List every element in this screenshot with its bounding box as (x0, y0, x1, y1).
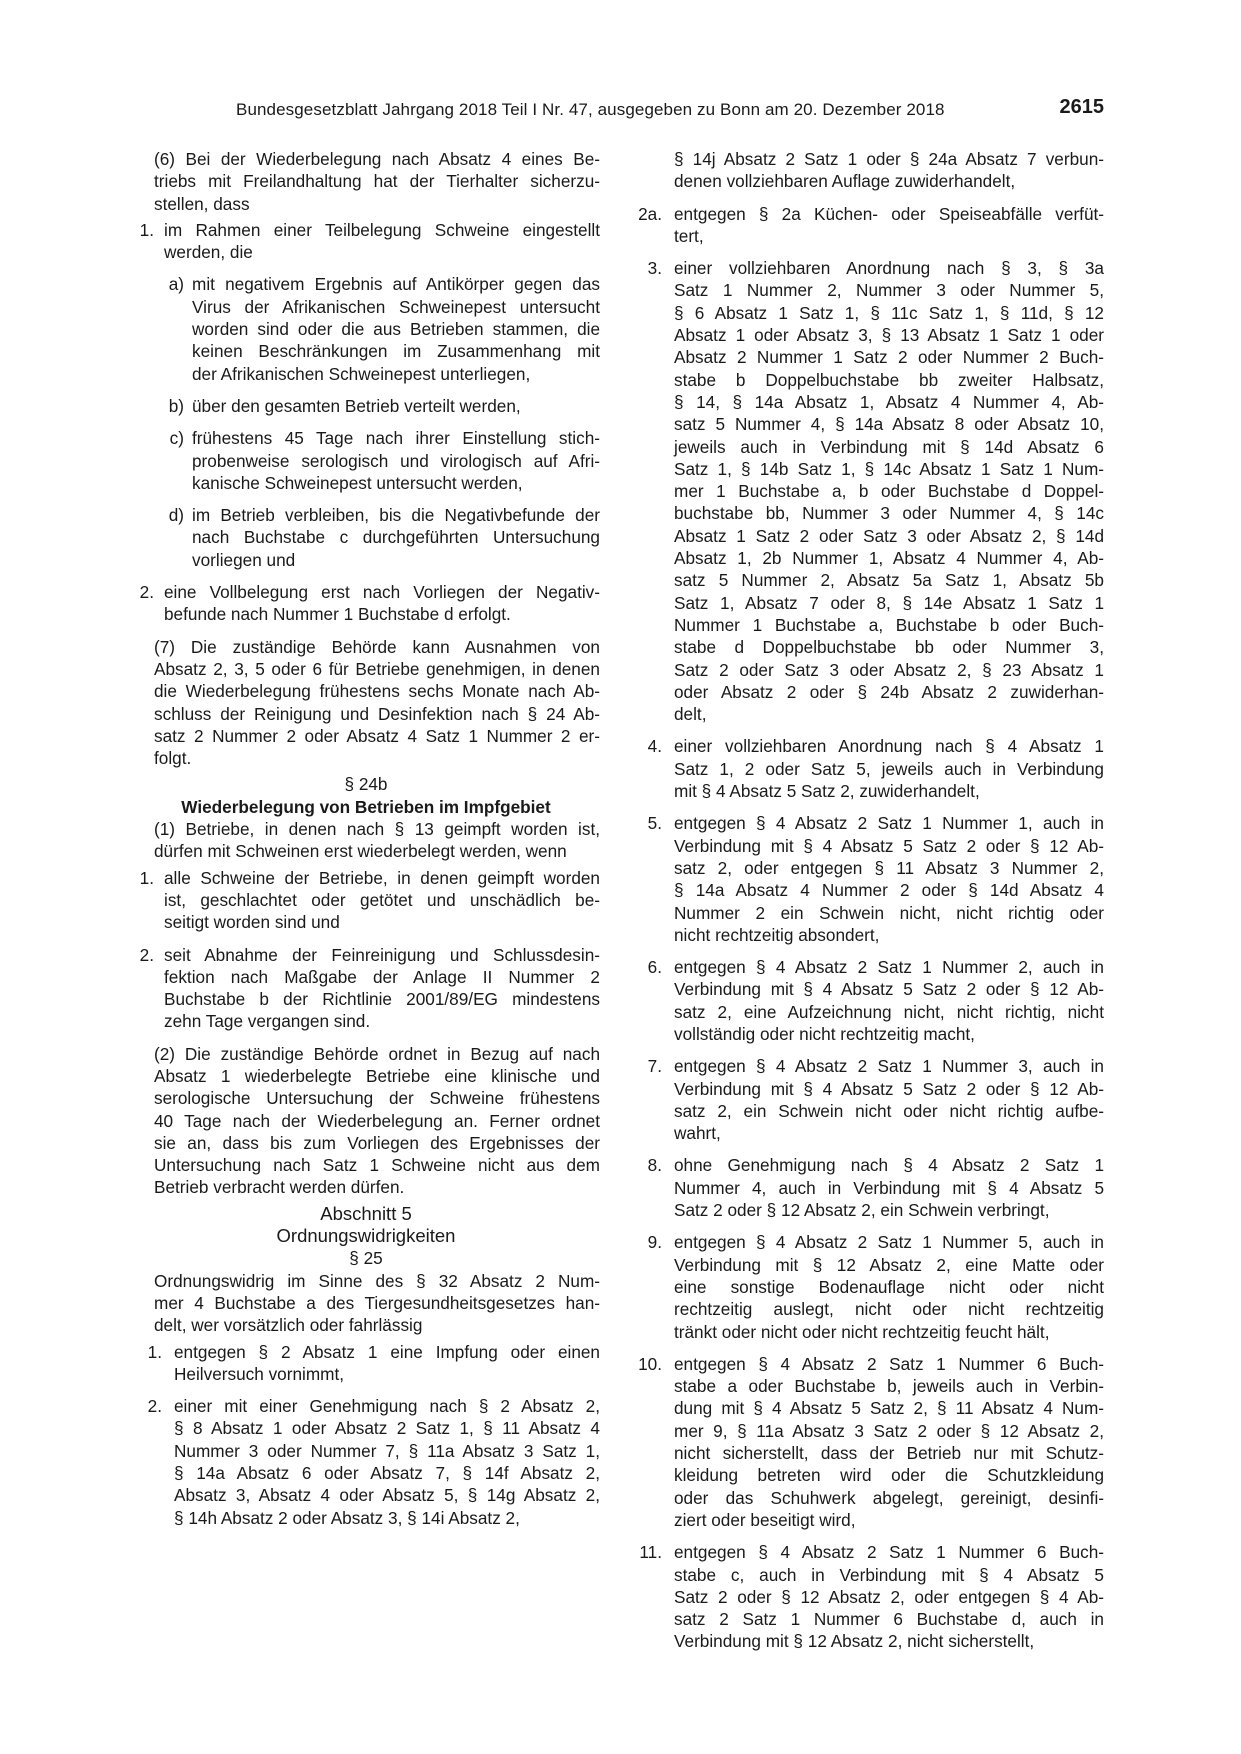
text-line: delt, wer vorsätzlich oder fahrlässig (154, 1315, 423, 1336)
list-item (632, 1055, 1104, 1144)
paragraph-6-list (132, 219, 600, 626)
list-item (632, 203, 1104, 248)
text-line: tränkt oder nicht oder nicht rechtzeitig feucht hält, (674, 1321, 1050, 1342)
text-line: entgegen § 2a Küchen- oder Speiseabfälle verfüt- (674, 203, 1104, 224)
text-line: § 14a Absatz 6 oder Absatz 7, § 14f Absatz 2, (174, 1463, 600, 1484)
item-number: 7. (647, 1056, 662, 1077)
item-text (674, 148, 1104, 193)
list-item (132, 1395, 600, 1529)
text-line: Verbindung mit § 4 Absatz 5 Satz 2 oder § 12 Ab- (674, 1078, 1104, 1099)
text-line: Satz 2 oder Satz 3 oder Absatz 2, § 23 Absatz 1 (674, 659, 1104, 680)
text-line: (6) Bei der Wiederbelegung nach Absatz 4 eines Be- (154, 149, 600, 169)
text-line: entgegen § 4 Absatz 2 Satz 1 Nummer 5, auch in (674, 1232, 1104, 1253)
text-line: Absatz 2 Nummer 1 Satz 2 oder Nummer 2 Buch- (674, 347, 1104, 368)
text-line: satz 2 Nummer 2 oder Absatz 4 Satz 1 Nummer 2 er- (154, 725, 600, 746)
text-line: jeweils auch in Verbindung mit § 14d Absatz 6 (674, 436, 1104, 457)
text-line: sie an, dass bis zum Vorliegen des Ergebnisses der (154, 1132, 600, 1153)
paragraph-7 (132, 636, 600, 770)
text-line: satz 2, oder entgegen § 11 Absatz 3 Nummer 2, (674, 857, 1104, 878)
text-line: Heilversuch vornimmt, (174, 1363, 345, 1384)
item-number: 10. (638, 1353, 662, 1374)
item-text (164, 867, 600, 934)
sub-list-item (164, 395, 600, 417)
item-number: 1. (147, 1341, 162, 1362)
text-line: Ordnungswidrig im Sinne des § 32 Absatz 2 Num- (154, 1270, 600, 1291)
item-text (164, 944, 600, 1033)
text-line: entgegen § 4 Absatz 2 Satz 1 Nummer 6 Buch- (674, 1353, 1104, 1374)
text-line: seit Abnahme der Feinreinigung und Schlussdesin- (164, 944, 600, 965)
list-item (132, 867, 600, 934)
text-line: dürfen mit Schweinen erst wiederbelegt werden, wenn (154, 841, 567, 862)
text-line: 40 Tage nach der Wiederbelegung an. Ferner ordnet (154, 1110, 600, 1131)
list-item (632, 735, 1104, 802)
text-line: Nummer 4, auch in Verbindung mit § 4 Absatz 5 (674, 1177, 1104, 1198)
item-text (674, 735, 1104, 802)
item-number: 8. (647, 1155, 662, 1176)
text-line: vorliegen und (192, 549, 296, 570)
item-number: 9. (647, 1232, 662, 1253)
list-item (632, 956, 1104, 1045)
text-line: eine Vollbelegung erst nach Vorliegen der Negativ- (164, 582, 600, 603)
text-line: rechtzeitig auslegt, nicht oder nicht rechtzeitig (674, 1299, 1104, 1320)
section-25-list (132, 1341, 600, 1529)
text-line: mer 9, § 11a Absatz 3 Satz 2 oder § 12 Absatz 2, (674, 1420, 1104, 1441)
text-line: frühestens 45 Tage nach ihrer Einstellung stich- (192, 428, 600, 449)
item-text (192, 395, 600, 417)
page-number: 2615 (1059, 96, 1104, 118)
item-number: 2. (139, 944, 154, 965)
text-line: satz 5 Nummer 4, § 14a Absatz 8 oder Absatz 10, (674, 414, 1104, 435)
text-line: Satz 1, § 14b Satz 1, § 14c Absatz 1 Satz 1 Num- (674, 458, 1104, 479)
text-line: (1) Betriebe, in denen nach § 13 geimpft worden ist, (154, 819, 600, 840)
chapter-title: Ordnungswidrigkeiten (276, 1225, 456, 1247)
item-text (164, 581, 600, 626)
text-line: im Betrieb verbleiben, bis die Negativbefunde der (192, 505, 600, 526)
text-line: die Wiederbelegung frühestens sechs Monate nach Ab- (154, 681, 600, 702)
item-text (674, 1154, 1104, 1221)
text-line: Verbindung mit § 12 Absatz 2, eine Matte oder (674, 1254, 1104, 1275)
text-line: über den gesamten Betrieb verteilt werden, (192, 395, 521, 416)
text-line: satz 2, eine Aufzeichnung nicht, nicht richtig, nicht (674, 1001, 1104, 1022)
text-line: kanische Schweinepest untersucht werden, (192, 472, 523, 493)
text-line: mer 1 Buchstabe a, b oder Buchstabe d Doppel- (674, 481, 1104, 502)
text-line: schluss der Reinigung und Desinfektion nach § 24 Ab- (154, 703, 600, 724)
item-number: 1. (139, 867, 154, 888)
text-line: § 14h Absatz 2 oder Absatz 3, § 14i Absatz 2, (174, 1507, 520, 1528)
text-line: stabe c, auch in Verbindung mit § 4 Absatz 5 (674, 1564, 1104, 1585)
text-line: einer mit einer Genehmigung nach § 2 Absatz 2, (174, 1396, 600, 1417)
list-item (632, 1231, 1104, 1342)
item-number: 4. (647, 736, 662, 757)
text-line: Absatz 1 oder Absatz 3, § 13 Absatz 1 Satz 1 oder (674, 325, 1104, 346)
list-item (632, 257, 1104, 725)
text-line: folgt. (154, 748, 192, 769)
list-item (132, 581, 600, 626)
item-text (192, 427, 600, 494)
text-line: worden sind oder die aus Betrieben stammen, die (192, 319, 600, 340)
text-line: § 8 Absatz 1 oder Absatz 2 Satz 1, § 11 Absatz 4 (174, 1418, 600, 1439)
text-line: satz 5 Nummer 2, Absatz 5a Satz 1, Absatz 5b (674, 570, 1104, 591)
text-line: probenweise serologisch und virologisch auf Afri- (192, 450, 600, 471)
item-text (674, 257, 1104, 725)
sub-list-item (164, 273, 600, 384)
list-item (632, 1541, 1104, 1652)
text-line: Absatz 3, Absatz 4 oder Absatz 5, § 14g Absatz 2, (174, 1485, 600, 1506)
sub-list-item (164, 504, 600, 571)
text-line: mit § 4 Absatz 5 Satz 2, zuwiderhandelt, (674, 781, 980, 802)
text-line: nach Buchstabe c durchgeführten Untersuchung (192, 527, 600, 548)
text-line: satz 2, ein Schwein nicht oder nicht richtig aufbe- (674, 1100, 1104, 1121)
text-line: im Rahmen einer Teilbelegung Schweine eingestellt (164, 219, 600, 240)
text-line: fektion nach Maßgabe der Anlage II Nummer 2 (164, 966, 600, 987)
text-line: Satz 1, 2 oder Satz 5, jeweils auch in Verbindung (674, 758, 1104, 779)
text-line: Satz 2 oder § 12 Absatz 2, oder entgegen § 4 Ab- (674, 1586, 1104, 1607)
item-number: 2. (139, 582, 154, 603)
text-line: Satz 1, Absatz 7 oder 8, § 14e Absatz 1 Satz 1 (674, 592, 1104, 613)
text-line: stellen, dass (154, 193, 250, 214)
text-line: vollständig oder nicht rechtzeitig macht, (674, 1023, 975, 1044)
text-line: (7) Die zuständige Behörde kann Ausnahmen von (154, 636, 600, 657)
item-number: 1. (139, 219, 154, 240)
text-line: Nummer 1 Buchstabe a, Buchstabe b oder Buch- (674, 614, 1104, 635)
text-line: Verbindung mit § 4 Absatz 5 Satz 2 oder § 12 Ab- (674, 835, 1104, 856)
text-line: Untersuchung nach Satz 1 Schweine nicht aus dem (154, 1155, 600, 1176)
text-line: zehn Tage vergangen sind. (164, 1011, 371, 1032)
sub-list (164, 273, 600, 571)
text-line: Virus der Afrikanischen Schweinepest untersucht (192, 296, 600, 317)
item-letter: a) (168, 274, 184, 295)
item-text (674, 203, 1104, 248)
section-24b-title: Wiederbelegung von Betrieben im Impfgebiet (181, 796, 551, 817)
item-number: 3. (647, 258, 662, 279)
list-item (632, 1353, 1104, 1531)
text-line: keinen Beschränkungen im Zusammenhang mit (192, 341, 600, 362)
text-line: Verbindung mit § 4 Absatz 5 Satz 2 oder § 12 Ab- (674, 979, 1104, 1000)
text-line: satz 2 Satz 1 Nummer 6 Buchstabe d, auch in (674, 1609, 1104, 1630)
section-24b-label: § 24b (344, 774, 388, 795)
text-line: entgegen § 4 Absatz 2 Satz 1 Nummer 3, auch in (674, 1056, 1104, 1077)
text-line: Absatz 2, 3, 5 oder 6 für Betriebe genehmigen, in denen (154, 658, 600, 679)
text-line: ohne Genehmigung nach § 4 Absatz 2 Satz 1 (674, 1155, 1104, 1176)
text-line: kleidung betreten wird oder die Schutzkleidung (674, 1465, 1104, 1486)
list-item (632, 812, 1104, 946)
item-number: 2. (147, 1396, 162, 1417)
page-header (132, 96, 1104, 132)
text-line: entgegen § 4 Absatz 2 Satz 1 Nummer 2, auch in (674, 957, 1104, 978)
item-text (174, 1341, 600, 1386)
text-line: der Afrikanischen Schweinepest unterliegen, (192, 363, 531, 384)
item-text (674, 1353, 1104, 1531)
item-letter: d) (168, 505, 184, 526)
text-line: nicht rechtzeitig absondert, (674, 924, 880, 945)
item-text (674, 1541, 1104, 1652)
text-line: Nummer 2 ein Schwein nicht, nicht richtig oder (674, 902, 1104, 923)
text-line: Betrieb verbracht werden dürfen. (154, 1177, 405, 1198)
text-line: stabe b Doppelbuchstabe bb zweiter Halbsatz, (674, 369, 1104, 390)
list-item (132, 219, 600, 264)
text-line: alle Schweine der Betriebe, in denen geimpft worden (164, 867, 600, 888)
text-line: eine sonstige Bodenauflage nicht oder nicht (674, 1276, 1104, 1297)
list-item (632, 148, 1104, 193)
item-letter: c) (169, 428, 184, 449)
text-line: Satz 1 Nummer 2, Nummer 3 oder Nummer 5, (674, 280, 1104, 301)
text-line: befunde nach Nummer 1 Buchstabe d erfolgt. (164, 604, 511, 625)
text-line: § 14a Absatz 4 Nummer 2 oder § 14d Absatz 4 (674, 880, 1104, 901)
item-text (674, 812, 1104, 946)
text-line: Verbindung mit § 12 Absatz 2, nicht sicherstellt, (674, 1631, 1035, 1652)
text-line: oder das Schuhwerk abgelegt, gereinigt, desinfi- (674, 1487, 1104, 1508)
item-text (674, 1231, 1104, 1342)
text-line: einer vollziehbaren Anordnung nach § 3, § 3a (674, 258, 1104, 279)
chapter-label: Abschnitt 5 (320, 1202, 412, 1224)
text-line: wahrt, (674, 1123, 721, 1144)
item-text (674, 1055, 1104, 1144)
text-line: oder Absatz 2 oder § 24b Absatz 2 zuwiderhan- (674, 681, 1104, 702)
list-item (632, 1154, 1104, 1221)
item-text (192, 273, 600, 384)
sub-list-item (164, 427, 600, 494)
text-line: ziert oder beseitigt wird, (674, 1509, 856, 1530)
item-text (674, 956, 1104, 1045)
item-text (174, 1395, 600, 1529)
text-line: § 14, § 14a Absatz 1, Absatz 4 Nummer 4, Ab- (674, 391, 1104, 412)
text-line: § 6 Absatz 1 Satz 1, § 11c Satz 1, § 11d, § 12 (674, 302, 1104, 323)
section-25-label: § 25 (349, 1248, 383, 1269)
text-line: einer vollziehbaren Anordnung nach § 4 Absatz 1 (674, 736, 1104, 757)
text-line: triebs mit Freilandhaltung hat der Tierhalter sicherzu- (154, 171, 600, 192)
text-line: stabe d Doppelbuchstabe bb oder Nummer 3, (674, 637, 1104, 658)
item-number: 5. (647, 813, 662, 834)
text-line: Satz 2 oder § 12 Absatz 2, ein Schwein verbringt, (674, 1200, 1050, 1221)
text-line: buchstabe bb, Nummer 3 oder Nummer 4, § 14c (674, 503, 1104, 524)
text-line: werden, die (164, 242, 253, 263)
text-line: stabe a oder Buchstabe b, jeweils auch in Verbin- (674, 1376, 1104, 1397)
text-line: mit negativem Ergebnis auf Antikörper gegen das (192, 274, 600, 295)
text-line: dung mit § 4 Absatz 5 Satz 2, § 11 Absatz 4 Num- (674, 1398, 1104, 1419)
section-24b-paragraph-1 (132, 818, 600, 863)
text-line: denen vollziehbaren Auflage zuwiderhandelt, (674, 171, 1016, 192)
section-24b-paragraph-2 (132, 1043, 600, 1199)
left-column (132, 148, 600, 1539)
item-number (632, 148, 674, 193)
section-25-list-continued (632, 148, 1104, 1653)
text-line: seitigt worden sind und (164, 912, 340, 933)
item-text (192, 504, 600, 571)
item-text (164, 219, 600, 264)
section-24b-list (132, 867, 600, 1033)
text-line: Absatz 1, 2b Nummer 1, Absatz 4 Nummer 4, Ab- (674, 548, 1104, 569)
section-25-intro (132, 1270, 600, 1337)
text-line: nicht sicherstellt, dass der Betrieb nur mit Schutz- (674, 1443, 1104, 1464)
text-line: entgegen § 4 Absatz 2 Satz 1 Nummer 1, auch in (674, 813, 1104, 834)
text-line: mer 4 Buchstabe a des Tiergesundheitsgesetzes han- (154, 1292, 600, 1313)
list-item (132, 944, 600, 1033)
text-line: § 14j Absatz 2 Satz 1 oder § 24a Absatz 7 verbun- (674, 149, 1104, 169)
item-number: 2a. (638, 203, 662, 224)
text-line: (2) Die zuständige Behörde ordnet in Bezug auf nach (154, 1043, 600, 1064)
text-line: serologische Untersuchung der Schweine frühestens (154, 1088, 600, 1109)
publication-title: Bundesgesetzblatt Jahrgang 2018 Teil I Nr. 47, ausgegeben zu Bonn am 20. Dezember 2018 (236, 100, 945, 119)
list-item (132, 1341, 600, 1386)
text-line: tert, (674, 225, 704, 246)
item-letter: b) (168, 395, 184, 416)
item-number: 6. (647, 957, 662, 978)
text-line: Absatz 1 Satz 2 oder Satz 3 oder Absatz 2, § 14d (674, 525, 1104, 546)
paragraph-6-intro (132, 148, 600, 215)
text-line: Nummer 3 oder Nummer 7, § 11a Absatz 3 Satz 1, (174, 1440, 600, 1461)
right-column (632, 148, 1104, 1663)
text-line: entgegen § 4 Absatz 2 Satz 1 Nummer 6 Buch- (674, 1542, 1104, 1563)
text-line: entgegen § 2 Absatz 1 eine Impfung oder einen (174, 1341, 600, 1362)
text-line: ist, geschlachtet oder getötet und unschädlich be- (164, 889, 600, 910)
text-line: Buchstabe b der Richtlinie 2001/89/EG mindestens (164, 989, 600, 1010)
text-line: delt, (674, 704, 707, 725)
text-line: Absatz 1 wiederbelegte Betriebe eine klinische und (154, 1065, 600, 1086)
item-number: 11. (639, 1542, 662, 1563)
